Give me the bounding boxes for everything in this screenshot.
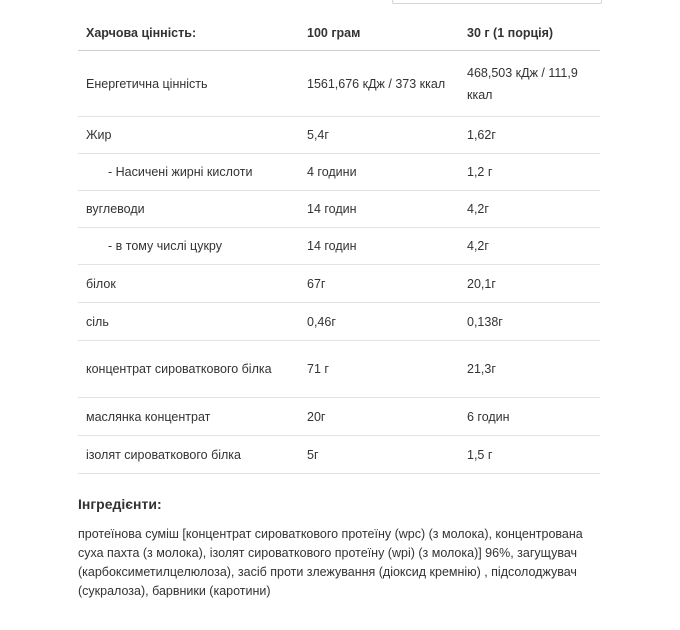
row-per100: 0,46г [307,314,336,329]
row-name: концентрат сироваткового білка [86,362,272,376]
table-row [78,303,600,341]
row-name: - Насичені жирні кислоти [108,165,253,179]
ingredients-heading: Інгредієнти: [78,496,162,512]
table-row [78,117,600,154]
table-row [78,265,600,303]
table-row [78,154,600,191]
row-per100: 71 г [307,362,329,376]
table-row [78,398,600,436]
row-name: - в тому числі цукру [108,239,222,253]
row-serving: 468,503 кДж / 111,9 ккал [467,65,578,102]
table-row [78,228,600,265]
row-name: Енергетична цінність [86,76,208,91]
row-serving: 4,2г [467,202,489,216]
row-serving: 6 годин [467,409,510,424]
header-nutrition: Харчова цінність: [86,26,197,40]
row-name: сіль [86,314,109,329]
row-serving: 0,138г [467,314,503,329]
nutrition-table [78,16,600,474]
row-name: білок [86,276,116,291]
row-per100: 14 годин [307,202,357,216]
header-per-100g: 100 грам [307,26,361,40]
row-per100: 20г [307,409,326,424]
row-serving: 1,2 г [467,165,493,179]
row-per100: 14 годин [307,239,357,253]
header-per-serving: 30 г (1 порція) [467,26,554,40]
table-header-row [78,16,600,51]
row-per100: 4 години [307,165,357,179]
row-per100: 67г [307,276,326,291]
table-row [78,191,600,228]
row-serving: 4,2г [467,239,489,253]
table-row [78,436,600,474]
row-per100: 5,4г [307,128,329,142]
row-serving: 1,62г [467,128,496,142]
row-serving: 1,5 г [467,447,493,462]
ingredients-text: протеїнова суміш [концентрат сироваткового протеїну (wpc) (з молока), концентрована суха пахта (з молока), ізолят сироваткового протеїну (wpi) (з молока)] 96%, загущувач (карбоксиметилцелюлоза), засіб проти злежування (діоксид кремнію) , підсолоджувач (сукралоза), барвники (каротини) [78,527,583,598]
row-name: ізолят сироваткового білка [86,447,241,462]
table-row [78,51,600,117]
row-per100: 1561,676 кДж / 373 ккал [307,76,446,91]
row-name: вуглеводи [86,202,145,216]
table-row [78,341,600,398]
row-per100: 5г [307,447,319,462]
row-serving: 21,3г [467,362,496,376]
row-serving: 20,1г [467,276,496,291]
top-box [392,0,602,4]
row-name: Жир [86,128,112,142]
row-name: маслянка концентрат [86,409,211,424]
